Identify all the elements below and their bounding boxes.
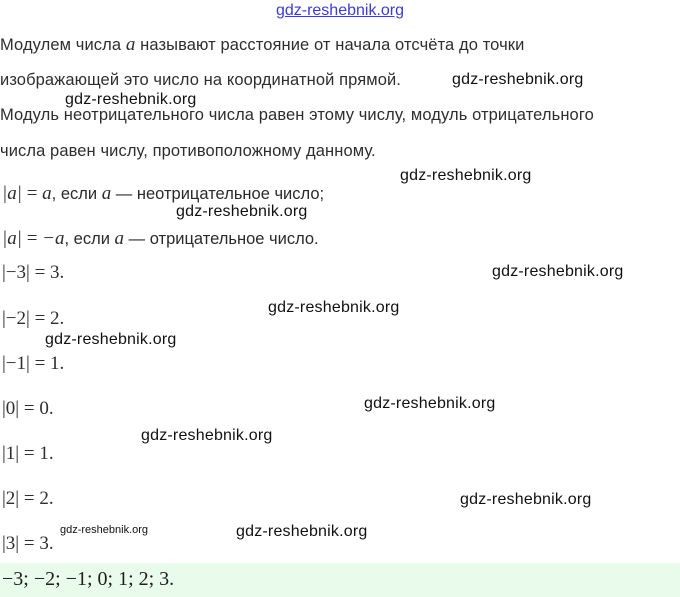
definition-line-1-end: называют расстояние от начала отсчёта до точки: [135, 36, 525, 54]
rule-2-text: , если: [64, 230, 115, 248]
example-three: |3| = 3.: [2, 533, 54, 554]
example-minus-2: |−2| = 2.: [2, 308, 65, 329]
example-minus-1: |−1| = 1.: [2, 353, 65, 374]
watermark: gdz-reshebnik.org: [460, 491, 592, 508]
rule-1-tail: — неотрицательное число;: [111, 185, 325, 203]
watermark: gdz-reshebnik.org: [45, 331, 177, 348]
definition-line-2: изображающей это число на координатной прямой.: [0, 71, 401, 89]
definition-line-3: Модуль неотрицательного числа равен этому числу, модуль отрицательного: [0, 106, 594, 124]
rule-2-rhs: −a: [42, 228, 65, 249]
rule-2-lhs: |a|: [2, 228, 22, 249]
example-minus-3: |−3| = 3.: [2, 262, 65, 283]
definition-line-1-start: Модулем числа: [0, 36, 126, 54]
example-two: |2| = 2.: [2, 488, 54, 509]
watermark: gdz-reshebnik.org: [400, 167, 532, 184]
example-one: |1| = 1.: [2, 443, 54, 464]
example-zero: |0| = 0.: [2, 398, 54, 419]
answer-line: −3; −2; −1; 0; 1; 2; 3.: [2, 568, 175, 590]
rule-1-rhs: a: [42, 183, 52, 204]
watermark-small: gdz-reshebnik.org: [60, 524, 149, 536]
watermark: gdz-reshebnik.org: [364, 395, 496, 412]
site-title-link[interactable]: gdz-reshebnik.org: [275, 2, 405, 19]
rule-negative: [2, 228, 319, 250]
rule-2-eq: =: [21, 228, 43, 249]
rule-2-tail: — отрицательное число.: [124, 230, 319, 248]
rule-1-var: a: [101, 183, 112, 204]
rule-nonnegative: [2, 183, 324, 205]
watermark: gdz-reshebnik.org: [236, 523, 368, 540]
watermark: gdz-reshebnik.org: [176, 203, 308, 220]
watermark: gdz-reshebnik.org: [452, 71, 584, 88]
rule-1-eq: =: [21, 183, 43, 204]
rule-1-lhs: |a|: [2, 183, 22, 204]
watermark: gdz-reshebnik.org: [268, 299, 400, 316]
rule-2-var: a: [114, 228, 125, 249]
definition-variable: a: [125, 34, 136, 55]
definition-line-1: [0, 34, 524, 56]
definition-line-4: числа равен числу, противоположному данному.: [0, 142, 376, 160]
watermark: gdz-reshebnik.org: [65, 91, 197, 108]
rule-1-text: , если: [51, 185, 102, 203]
watermark: gdz-reshebnik.org: [492, 263, 624, 280]
watermark: gdz-reshebnik.org: [141, 427, 273, 444]
